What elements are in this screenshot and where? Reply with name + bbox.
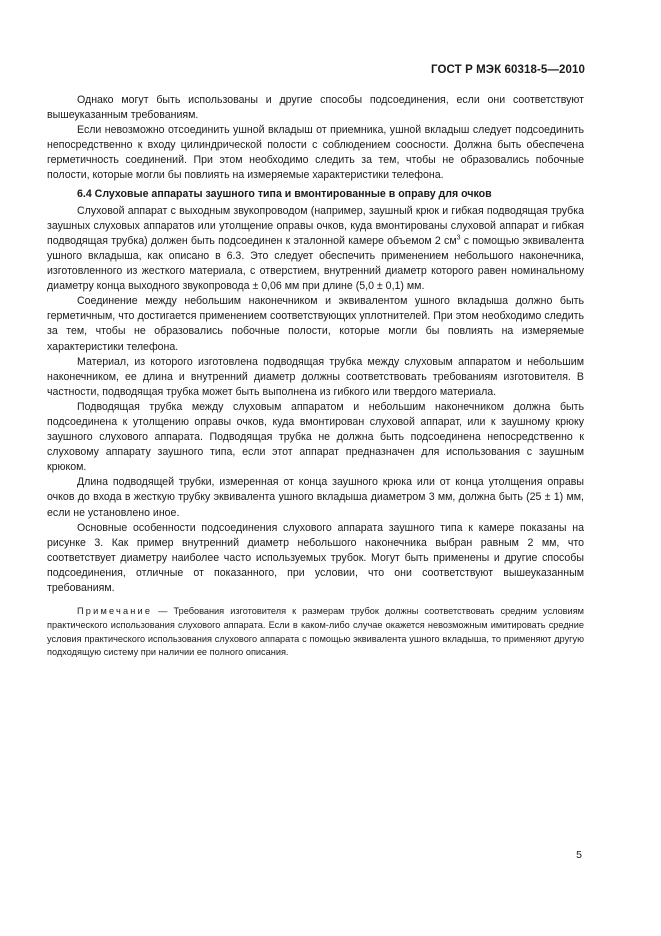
section-heading: 6.4 Слуховые аппараты заушного типа и вмонтированные в оправу для очков <box>77 187 492 200</box>
paragraph: Основные особенности подсоединения слухового аппарата заушного типа к камере показаны на рисунке 3. Как пример внутренний диаметр небольшого наконечника выбран равным 2 мм, что соответствует диаметру наиболее часто используемых трубок. Могут быть применены и другие способы подсоединения, отличные от показанного, при условии, что они соответствуют вышеуказанным требованиям. <box>47 521 584 594</box>
paragraph-text: с помощью эквивалента ушного вкладыша, как описано в 6.3. Это следует обеспечить применением небольшого наконечника, изготовленного из жесткого материала, с отверстием, внутренний диаметр которого равен номинальному диаметру конца выходного звукопровода ± 0,06 мм при длине (5,0 ± 0,1) мм. <box>47 234 584 293</box>
paragraph: Если невозможно отсоединить ушной вкладыш от приемника, ушной вкладыш следует подсоединить непосредственно к входу цилиндрической полости с соблюдением соосности. Должна быть обеспечена герметичность соединений. При этом необходимо следить за тем, чтобы не образовались побочные полости, которые могли бы повлиять на измеряемые характеристики телефона. <box>47 124 584 182</box>
paragraph-text: Слуховой аппарат с выходным звукопроводом (например, заушный крюк и гибкая подводящая трубка заушных слуховых аппаратов или утолщение оправы очков, куда вмонтированы слуховой аппарат и гибкая подводящая трубка) должен быть подсоединен к эталонной камере объемом 2 см <box>47 204 584 247</box>
paragraph: Однако могут быть использованы и другие способы подсоединения, если они соответствуют вышеуказанным требованиям. <box>47 94 584 122</box>
paragraph <box>47 204 584 295</box>
paragraph: Подводящая трубка между слуховым аппаратом и небольшим наконечником должна быть подсоединена к утолщению оправы очков, куда вмонтирован слуховой аппарат, или к заушному крюку заушного слухового аппарата. Подводящая трубка не должна быть подсоединена непосредственно к слуховому аппарату заушного типа, если этот аппарат предназначен для использования с заушным крюком. <box>47 400 584 474</box>
page-number: 5 <box>576 849 582 861</box>
document-code: ГОСТ Р МЭК 60318-5—2010 <box>431 64 585 76</box>
paragraph: Материал, из которого изготовлена подводящая трубка между слуховым аппаратом и небольшим наконечником, ее длина и внутренний диаметр должны соответствовать требованиям изготовителя. В частности, подводящая трубка может быть выполнена из гибкого или твердого материала. <box>47 355 584 398</box>
note-label: Примечание <box>77 606 153 617</box>
paragraph: Длина подводящей трубки, измеренная от конца заушного крюка или от конца утолщения оправы очков до входа в жесткую трубку эквивалента ушного вкладыша диаметром 3 мм, должна быть (25 ± 1) мм, если не установлено иное. <box>47 476 584 519</box>
note <box>47 605 584 660</box>
paragraph: Соединение между небольшим наконечником и эквивалентом ушного вкладыша должно быть герметичным, что достигается применением соответствующих уплотнителей. При этом необходимо следить за тем, чтобы не образовались побочные полости, которые могли бы повлиять на измеряемые характеристики телефона. <box>47 295 584 353</box>
note-text: — Требования изготовителя к размерам трубок должны соответствовать средним условиям практического использования слухового аппарата. Если в каком-либо случае окажется невозможным имитировать средние условия практического использования слухового аппарата с помощью эквивалента ушного вкладыша, то применяют другую подходящую систему при наличии ее полного описания. <box>47 606 584 658</box>
document-body <box>47 93 584 669</box>
superscript: 3 <box>456 234 461 242</box>
